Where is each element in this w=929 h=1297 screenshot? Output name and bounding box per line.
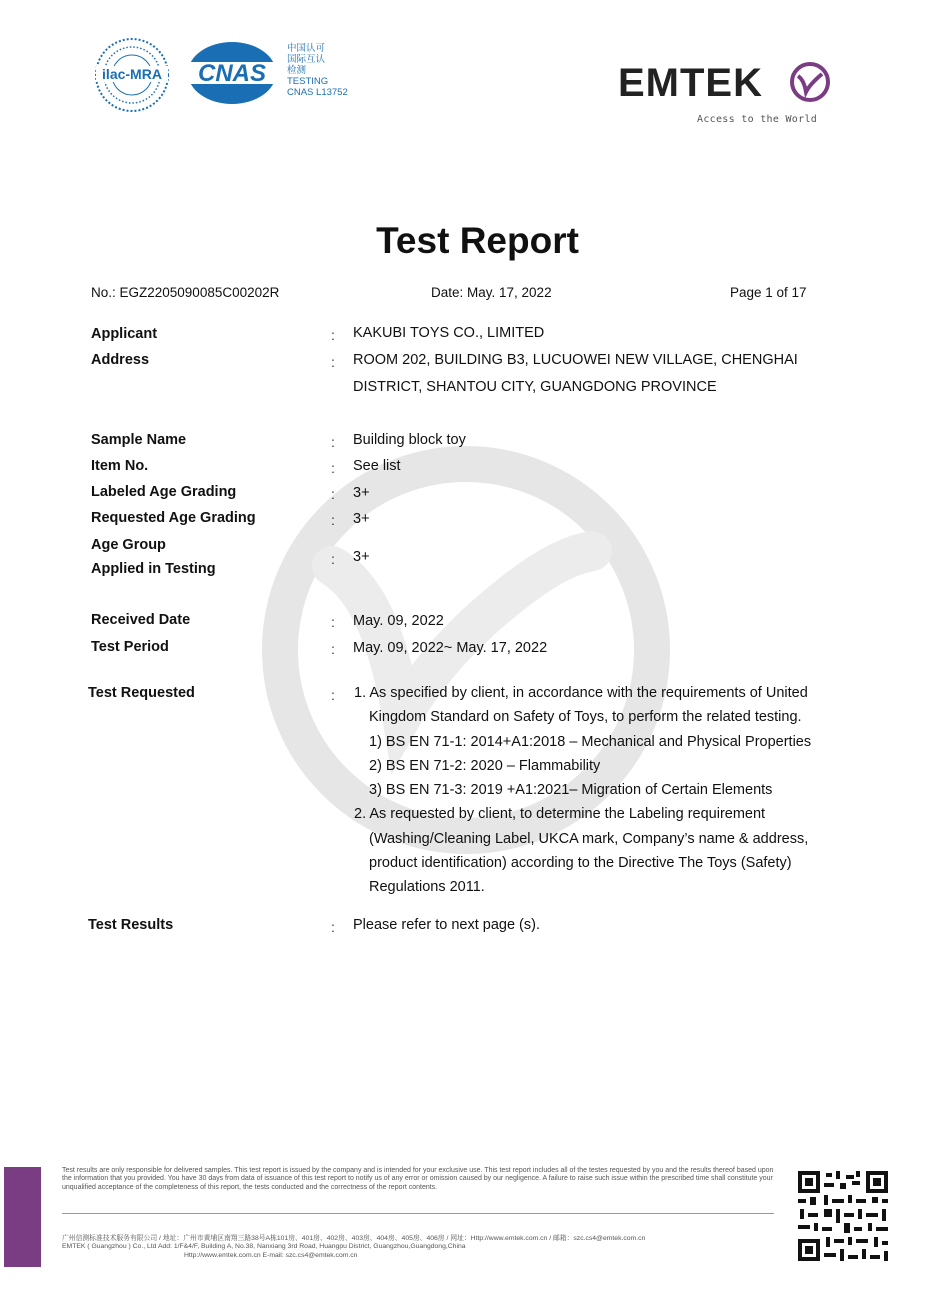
test-period-value: May. 09, 2022~ May. 17, 2022 — [353, 640, 548, 656]
footer-contact: Http://www.emtek.com.cn E-mail: szc.cs4@emtek.com.cn — [184, 1251, 358, 1259]
svg-text:ilac-MRA: ilac-MRA — [102, 66, 162, 82]
footer-address-cn: 广州信测标准技术服务有限公司 / 地址：广州市黄埔区南翔三路38号A栋101房、401房、402房、403房、404房、405房、406房 / 网址：Http://www.emtek.com.cn / 邮箱：szc.cs4@emtek.com.cn — [62, 1235, 646, 1242]
cnas-logo — [186, 40, 278, 106]
colon: : — [331, 354, 335, 370]
test-requested-line: product identification) according to the Directive The Toys (Safety) — [369, 855, 792, 872]
colon: : — [331, 486, 335, 502]
address-label: Address — [91, 352, 150, 368]
test-requested-label: Test Requested — [88, 685, 195, 701]
requested-age-label: Requested Age Grading — [91, 510, 256, 526]
colon: : — [331, 327, 335, 343]
colon: : — [331, 551, 335, 567]
colon: : — [331, 641, 335, 657]
colon: : — [331, 512, 335, 528]
ilac-mra-logo — [92, 36, 172, 114]
page-number: Page 1 of 17 — [730, 285, 807, 300]
page-title: Test Report — [376, 220, 579, 261]
test-requested-line: 2. As requested by client, to determine the Labeling requirement — [354, 806, 766, 823]
test-requested-line: 2) BS EN 71-2: 2020 – Flammability — [369, 757, 601, 774]
footer-address — [62, 1235, 778, 1260]
item-no-value: See list — [353, 458, 401, 474]
cnas-accreditation-text: 中国认可 国际互认 检测 TESTING CNAS L13752 — [287, 43, 348, 98]
footer-address-en: EMTEK ( Guangzhou ) Co., Ltd Add: 1/F&4/F, Building A, No.38, Nanxiang 3rd Road, Huangpu District, Guangzhou,Guangdong,China — [62, 1243, 466, 1251]
colon: : — [331, 460, 335, 476]
test-results-value: Please refer to next page (s). — [353, 917, 540, 933]
report-number: No.: EGZ2205090085C00202R — [91, 285, 280, 300]
test-results-label: Test Results — [88, 917, 174, 933]
received-date-label: Received Date — [91, 612, 191, 628]
report-date: Date: May. 17, 2022 — [431, 285, 552, 300]
test-requested-line: 3) BS EN 71-3: 2019 +A1:2021– Migration of Certain Elements — [369, 782, 773, 799]
applicant-label: Applicant — [91, 326, 158, 342]
test-requested-line: 1. As specified by client, in accordance with the requirements of United — [354, 685, 808, 701]
test-requested-line: Regulations 2011. — [369, 879, 485, 896]
emtek-tagline: Access to the World — [697, 114, 818, 125]
footer-divider — [62, 1213, 774, 1214]
colon: : — [331, 687, 335, 703]
applicant-value: KAKUBI TOYS CO., LIMITED — [353, 325, 545, 341]
sample-name-label: Sample Name — [91, 432, 187, 448]
received-date-value: May. 09, 2022 — [353, 613, 444, 629]
test-requested-block — [354, 681, 811, 900]
requested-age-value: 3+ — [353, 511, 370, 527]
test-requested-line: (Washing/Cleaning Label, UKCA mark, Company’s name & address, — [369, 830, 809, 847]
address-line-2: DISTRICT, SHANTOU CITY, GUANGDONG PROVINCE — [353, 379, 717, 395]
labeled-age-value: 3+ — [353, 485, 370, 501]
test-requested-line: 1) BS EN 71-1: 2014+A1:2018 – Mechanical and Physical Properties — [369, 733, 812, 750]
colon: : — [331, 919, 335, 935]
test-period-label: Test Period — [91, 639, 169, 655]
svg-text:CNAS: CNAS — [197, 60, 267, 87]
age-group-value: 3+ — [353, 549, 370, 565]
labeled-age-label: Labeled Age Grading — [91, 484, 237, 500]
footer-disclaimer: Test results are only responsible for delivered samples. This test report is issued by the company and is intended for your exclusive use. This test report includes all of the testes requested by you and the results thereof based upon the information that you provided. You have 30 days from data of issuance of this test report to notify us of any error or omission caused by our negligence. A failure to raise such issue within the prescribed time shall constitute your unqualified acceptance of the completeness of this report, the tests conducted and the correctness of the report contents. — [62, 1167, 774, 1191]
item-no-label: Item No. — [91, 458, 149, 474]
age-group-label-2: Applied in Testing — [91, 561, 216, 577]
address-line-1: ROOM 202, BUILDING B3, LUCUOWEI NEW VILLAGE, CHENGHAI — [353, 352, 798, 368]
qr-code — [796, 1169, 890, 1263]
footer-accent-bar — [4, 1167, 41, 1267]
colon: : — [331, 434, 335, 450]
svg-text:EMTEK: EMTEK — [618, 61, 763, 105]
sample-name-value: Building block toy — [353, 432, 466, 448]
colon: : — [331, 614, 335, 630]
test-requested-line: Kingdom Standard on Safety of Toys, to perform the related testing. — [369, 709, 802, 726]
age-group-label-1: Age Group — [91, 537, 166, 553]
